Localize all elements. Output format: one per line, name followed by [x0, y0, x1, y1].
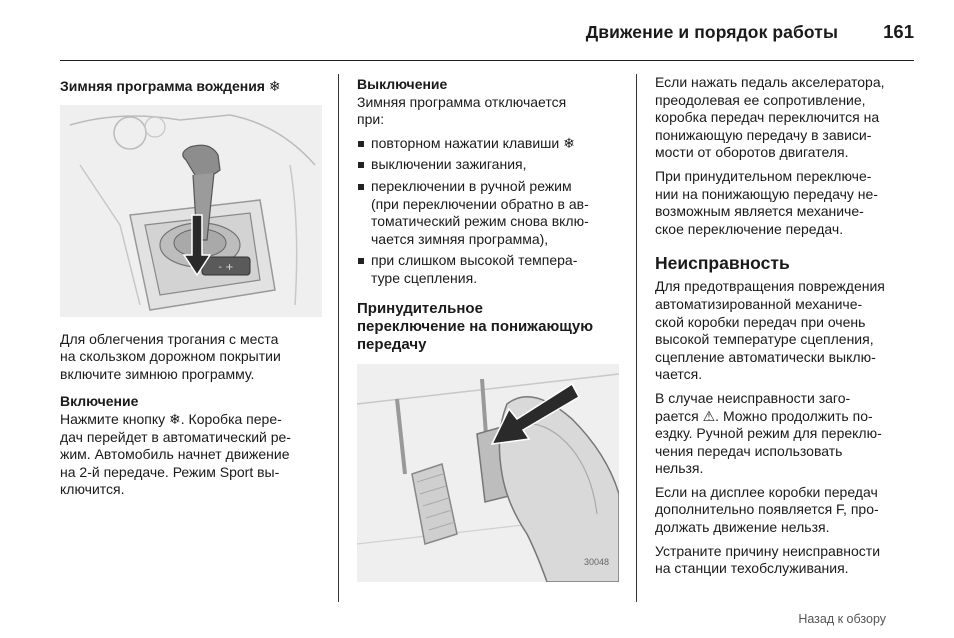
- list-item: переключении в ручной режим (при переключении обратно в ав- томатический режим снова вклю- чается зимняя программа),: [357, 178, 623, 248]
- list-item: повторном нажатии клавиши ❄: [357, 135, 623, 153]
- figure-id: 30048: [583, 556, 609, 567]
- gear-selector-illustration: [60, 105, 322, 317]
- column-divider-2: [636, 74, 637, 602]
- svg-text:- +: - +: [218, 261, 234, 273]
- fault-paragraph-2: В случае неисправности заго- рается ⚠. Можно продолжить по- ездку. Ручной режим для переклю- чения передач использовать нельзя.: [655, 389, 882, 477]
- forced-paragraph-2: При принудительном переключе- нии на понижающую передачу не- возможным является механиче- ское переключение передач.: [655, 167, 878, 237]
- fault-paragraph-1: Для предотвращения повреждения автоматизированной механиче- ской коробки передач при очень высокой температуре сцепления, сцепление автоматически выклю- чается.: [655, 278, 885, 383]
- list-item: выключении зажигания,: [357, 156, 623, 174]
- back-to-overview-link[interactable]: Назад к обзору: [798, 612, 886, 626]
- page-header: [60, 14, 914, 61]
- section-heading-winter: Зимняя программа вождения: [60, 78, 265, 94]
- fault-paragraph-3: Если на дисплее коробки передач дополнительно появляется F, про- должать движение нельзя.: [655, 483, 879, 536]
- disable-intro: Зимняя программа отключается при:: [357, 93, 567, 128]
- disable-title: Выключение: [357, 76, 448, 92]
- forced-paragraph-1: Если нажать педаль акселератора, преодолевая ее сопротивление, коробка передач переключится на понижающую передачу в зависи- мости от оборотов двигателя.: [655, 74, 885, 161]
- disable-conditions-list: [357, 135, 623, 288]
- fault-title: Неисправность: [655, 253, 790, 274]
- column-forced-fault: [655, 74, 923, 578]
- page-number: 161: [883, 21, 914, 42]
- winter-intro-text: Для облегчения трогания с места на скользком дорожном покрытии включите зимнюю программу.: [60, 330, 281, 382]
- column-winter-program: [60, 74, 324, 499]
- pedal-drawing: [357, 364, 619, 582]
- chapter-title: Движение и порядок работы: [585, 22, 838, 42]
- fault-paragraph-4: Устраните причину неисправности на станции техобслуживания.: [655, 542, 881, 577]
- column-disable-forced: [357, 74, 623, 582]
- enable-text: Нажмите кнопку ❄. Коробка пере- дач перейдет в автоматический ре- жим. Автомобиль начнет движение на 2-й передаче. Режим Sport вы- ключится.: [60, 410, 291, 498]
- column-divider-1: [338, 74, 339, 602]
- pedal-illustration: [357, 364, 619, 582]
- enable-title: Включение: [60, 393, 139, 410]
- forced-downshift-title: Принудительное переключение на понижающую передачу: [357, 299, 594, 353]
- snowflake-icon: ❄: [268, 79, 281, 95]
- list-item: при слишком высокой темпера- туре сцепления.: [357, 252, 623, 287]
- gear-selector-drawing: [60, 105, 322, 317]
